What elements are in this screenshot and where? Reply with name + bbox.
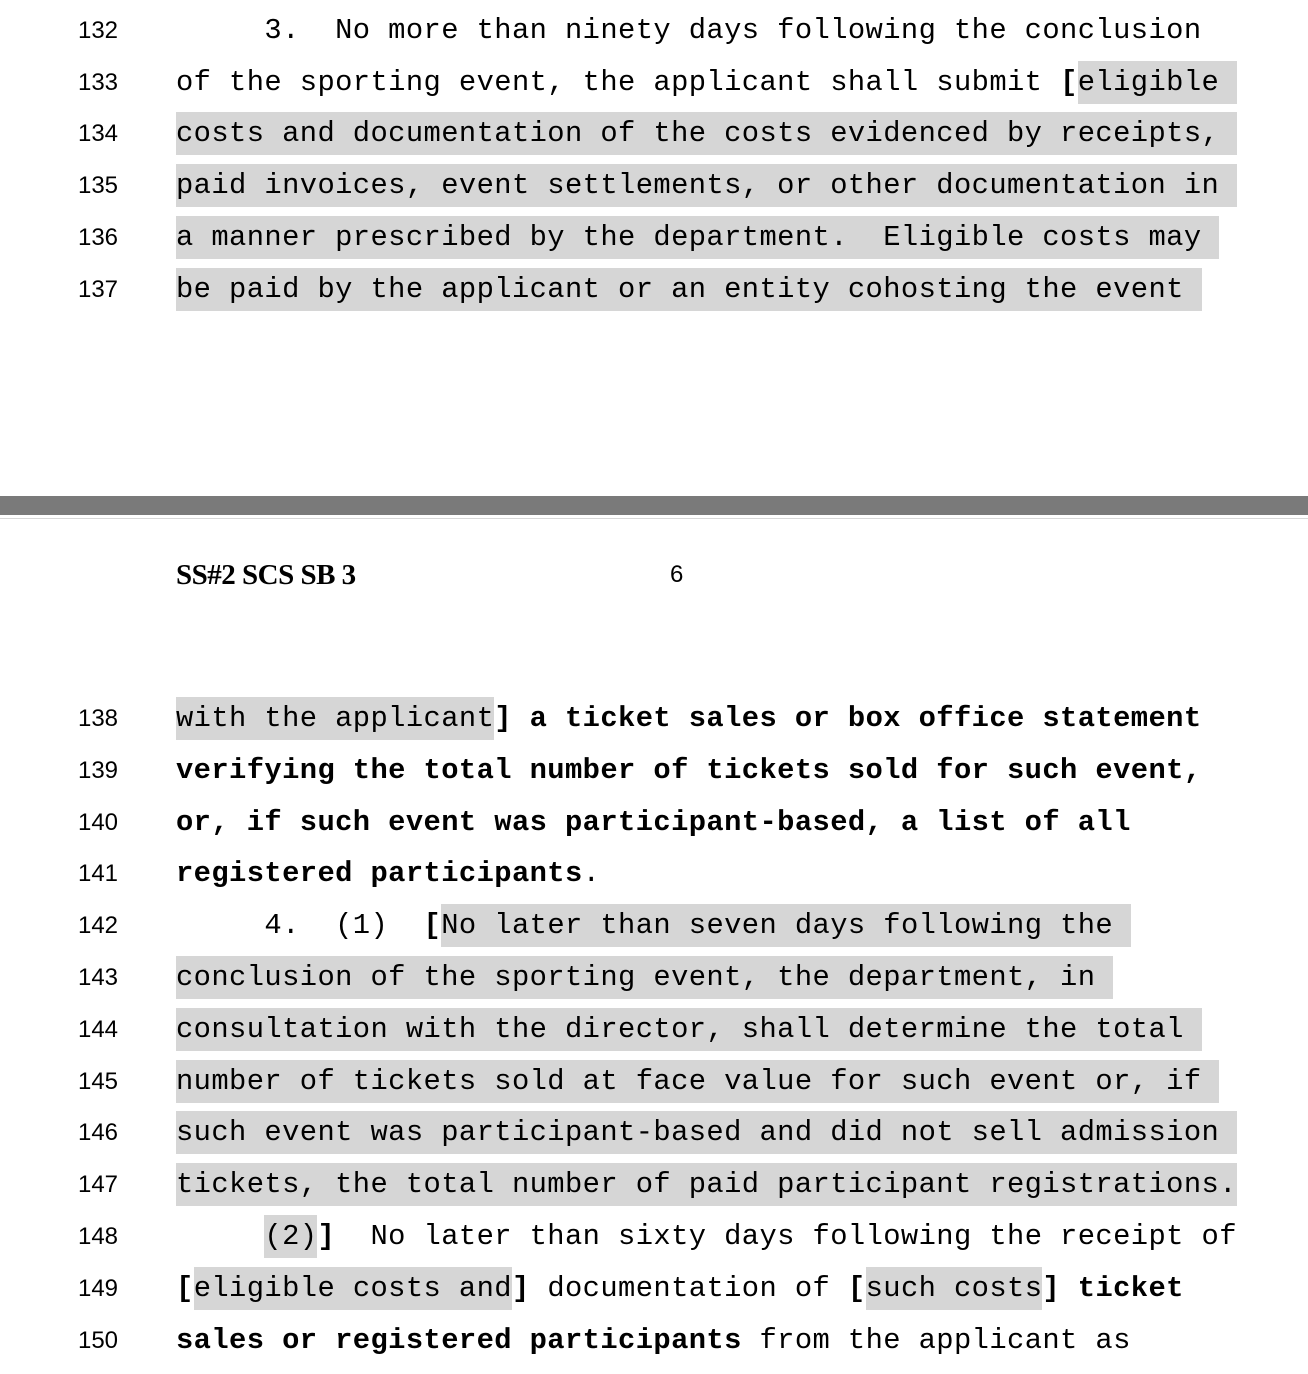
line-text xyxy=(176,1107,1237,1159)
page-break xyxy=(0,496,1308,519)
deleted-text: such event was participant-based and did not sell admission xyxy=(176,1116,1237,1150)
document-line xyxy=(0,1315,1308,1367)
deleted-text: be paid by the applicant or an entity cohosting the event xyxy=(176,272,1202,306)
line-text xyxy=(176,57,1237,109)
deleted-text: paid invoices, event settlements, or other documentation in xyxy=(176,169,1237,203)
deleted-text: with the applicant xyxy=(176,702,495,735)
deleted-text: conclusion of the sporting event, the department, in xyxy=(176,961,1114,994)
line-text xyxy=(176,693,1202,745)
line-number: 145 xyxy=(77,1067,119,1095)
text-run: of the sporting event, the applicant shall submit xyxy=(176,65,1061,99)
line-number: 146 xyxy=(77,1119,119,1147)
inserted-text: ] ticket xyxy=(1042,1271,1184,1305)
inserted-text: registered participants xyxy=(176,857,583,891)
deleted-text: number of tickets sold at face value for such event or, if xyxy=(176,1064,1220,1098)
inserted-text: [ xyxy=(847,1271,866,1305)
inserted-text: verifying the total number of tickets sold for such event, xyxy=(176,753,1202,787)
line-number: 137 xyxy=(77,275,119,303)
line-text xyxy=(176,745,1202,797)
document-line xyxy=(0,264,1308,316)
deleted-text: tickets, the total number of paid participant registrations. xyxy=(176,1168,1237,1202)
line-text xyxy=(176,1315,1131,1367)
deleted-text: costs and documentation of the costs evidenced by receipts, xyxy=(176,117,1237,151)
page-number: 6 xyxy=(670,561,684,588)
text-run: from the applicant as xyxy=(741,1323,1131,1357)
line-number: 135 xyxy=(77,172,119,200)
inserted-text: ] xyxy=(317,1220,336,1253)
line-text xyxy=(176,1056,1219,1108)
line-text xyxy=(176,5,1202,57)
document-line xyxy=(0,57,1308,109)
line-text xyxy=(176,108,1237,160)
deleted-text: eligible xyxy=(1077,65,1237,99)
document-line xyxy=(0,952,1308,1004)
line-text xyxy=(176,160,1237,212)
line-number: 133 xyxy=(77,68,119,96)
line-number: 144 xyxy=(77,1015,119,1043)
text-run xyxy=(176,1220,264,1253)
text-run: 4. (1) xyxy=(176,909,424,943)
line-number: 139 xyxy=(77,756,119,784)
deleted-text: eligible costs and xyxy=(193,1271,512,1305)
line-text xyxy=(176,1159,1237,1211)
deleted-text: No later than seven days following the xyxy=(441,909,1131,943)
deleted-text: (2) xyxy=(264,1220,318,1253)
inserted-text: or, if such event was participant-based, a list of all xyxy=(176,805,1131,839)
document-line xyxy=(0,745,1308,797)
line-text xyxy=(176,212,1219,264)
line-number: 136 xyxy=(77,223,119,251)
line-number: 150 xyxy=(77,1326,119,1354)
inserted-text: [ xyxy=(1060,65,1078,99)
document-line xyxy=(0,212,1308,264)
line-number: 148 xyxy=(77,1223,119,1250)
line-text xyxy=(176,797,1131,849)
line-number: 138 xyxy=(77,705,119,732)
document-line xyxy=(0,160,1308,212)
document-line xyxy=(0,5,1308,57)
line-number: 140 xyxy=(77,808,119,836)
deleted-text: such costs xyxy=(865,1271,1043,1305)
inserted-text: ] a ticket sales or box office statement xyxy=(494,702,1202,735)
document-line xyxy=(0,693,1308,745)
document-line xyxy=(0,1056,1308,1108)
line-text xyxy=(176,900,1131,952)
inserted-text: [ xyxy=(176,1271,194,1305)
line-text xyxy=(176,1211,1237,1263)
text-run: No later than sixty days following the receipt of xyxy=(335,1220,1237,1253)
line-text xyxy=(176,848,600,900)
text-run: documentation of xyxy=(529,1271,848,1305)
inserted-text: ] xyxy=(511,1271,530,1305)
document-line xyxy=(0,1159,1308,1211)
page-header-bill-id: SS#2 SCS SB 3 xyxy=(176,559,356,591)
line-text xyxy=(176,264,1202,316)
line-number: 147 xyxy=(77,1171,119,1199)
line-number: 142 xyxy=(77,912,119,940)
deleted-text: a manner prescribed by the department. Eligible costs may xyxy=(176,220,1220,254)
line-number: 141 xyxy=(77,860,119,888)
line-text xyxy=(176,1004,1202,1056)
document-line xyxy=(0,797,1308,849)
line-number: 143 xyxy=(77,964,119,991)
line-number: 149 xyxy=(77,1274,119,1302)
deleted-text: consultation with the director, shall determine the total xyxy=(176,1012,1202,1046)
inserted-text: [ xyxy=(423,909,442,943)
text-run: 3. No more than ninety days following the conclusion xyxy=(176,14,1202,47)
document-line xyxy=(0,1004,1308,1056)
document-line xyxy=(0,1107,1308,1159)
document-page-top xyxy=(0,0,1308,496)
text-run: . xyxy=(582,857,601,891)
line-number: 134 xyxy=(77,120,119,148)
document-line xyxy=(0,848,1308,900)
inserted-text: sales or registered participants xyxy=(176,1323,742,1357)
document-line xyxy=(0,108,1308,160)
line-text xyxy=(176,952,1113,1004)
line-number: 132 xyxy=(77,17,119,44)
document-page-bottom xyxy=(0,519,1308,1374)
document-line xyxy=(0,1211,1308,1263)
line-text xyxy=(176,1263,1184,1315)
document-line xyxy=(0,1263,1308,1315)
document-line xyxy=(0,900,1308,952)
